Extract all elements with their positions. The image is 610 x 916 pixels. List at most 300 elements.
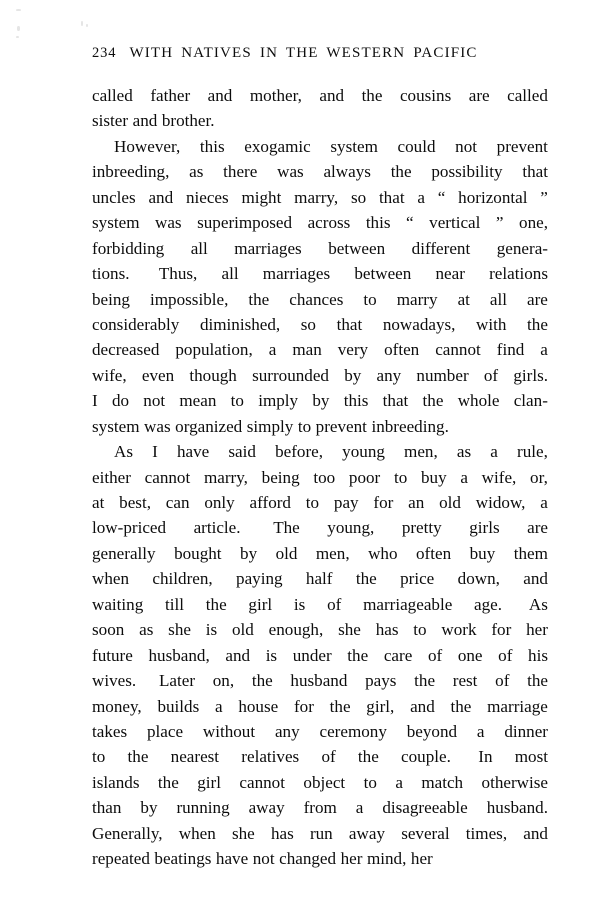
word: this <box>199 136 225 156</box>
word: on, <box>212 671 235 691</box>
word: find <box>496 340 525 360</box>
text-line <box>92 617 548 642</box>
word: whole <box>457 391 500 411</box>
word: possibility <box>431 162 503 182</box>
word: changed <box>279 849 337 869</box>
word: and <box>410 696 435 716</box>
word: pays <box>365 671 397 691</box>
text-line <box>92 515 548 540</box>
word: beyond <box>406 721 458 741</box>
word: men, <box>315 543 350 563</box>
word: do <box>111 391 130 411</box>
word: disagreeable <box>382 798 468 818</box>
word: brother. <box>161 111 215 131</box>
text-line <box>92 770 548 795</box>
word: young, <box>327 518 375 538</box>
word: from <box>303 798 337 818</box>
word: “ <box>406 213 414 233</box>
word: organized <box>175 416 243 436</box>
word: paying <box>236 569 283 589</box>
word: the <box>422 391 444 411</box>
word: her <box>526 620 548 640</box>
word: not <box>455 136 477 156</box>
word: widow, <box>475 493 526 512</box>
word: However, <box>114 136 181 156</box>
word: is <box>205 620 218 640</box>
word: builds <box>157 696 200 716</box>
word: men, <box>404 442 438 462</box>
word: of <box>483 365 499 385</box>
word: so <box>300 314 316 334</box>
word: are <box>527 518 548 538</box>
word: age. <box>474 594 503 614</box>
word: all <box>489 289 508 309</box>
word: or, <box>530 467 548 487</box>
text-line <box>92 821 548 846</box>
word: one, <box>519 213 548 233</box>
word: was <box>277 162 304 182</box>
word: The <box>273 518 300 538</box>
word: the <box>361 86 383 105</box>
word: of <box>321 747 336 767</box>
word: the <box>414 671 436 691</box>
word: nieces <box>185 187 229 207</box>
word: relatives <box>241 747 300 767</box>
word: and <box>523 823 548 843</box>
paragraph <box>92 134 548 439</box>
word: the <box>248 289 270 309</box>
word: takes <box>92 721 128 741</box>
word: for <box>293 696 314 716</box>
word: As <box>114 442 133 462</box>
word: horizontal <box>458 187 528 207</box>
word: often <box>384 340 420 360</box>
word: is <box>265 645 278 665</box>
word: population, <box>175 340 253 360</box>
word: so <box>350 187 367 207</box>
word: when <box>92 569 130 589</box>
word: care <box>383 645 413 665</box>
text-line <box>92 185 548 210</box>
word: cannot <box>144 467 191 487</box>
word: sister <box>92 111 129 131</box>
word: In <box>478 747 493 767</box>
text-line <box>92 719 548 744</box>
word: marry <box>396 289 438 309</box>
word: decreased <box>92 340 160 360</box>
word: the <box>357 747 379 767</box>
text-line <box>92 287 548 312</box>
word: girls. <box>513 365 548 385</box>
word: an <box>408 493 425 512</box>
word: her <box>340 849 363 869</box>
word: clan- <box>513 391 548 411</box>
word: the <box>127 747 149 767</box>
word: near <box>435 264 465 284</box>
word: “ <box>437 187 446 207</box>
word: is <box>293 594 306 614</box>
word: across <box>307 213 351 233</box>
word: diminished, <box>199 314 281 334</box>
word: even <box>141 365 175 385</box>
text-line <box>92 668 548 693</box>
word: repeated <box>92 849 150 869</box>
word: husband. <box>486 798 548 818</box>
text-line <box>92 159 548 184</box>
word: imply <box>258 391 299 411</box>
word: relations <box>489 264 548 284</box>
word: to <box>230 391 244 411</box>
word: buy <box>469 543 496 563</box>
word: that <box>378 187 405 207</box>
word: the <box>450 696 472 716</box>
word: I <box>152 442 158 462</box>
word: I <box>92 391 98 411</box>
word: as <box>139 620 154 640</box>
word: the <box>251 671 273 691</box>
word: the <box>347 645 369 665</box>
word: a <box>395 772 403 792</box>
word: most <box>514 747 548 767</box>
word: called <box>92 86 133 105</box>
word: girls <box>469 518 500 538</box>
text-line <box>92 795 548 820</box>
text-line <box>92 465 548 490</box>
word: chances <box>289 289 344 309</box>
word: As <box>528 594 548 614</box>
word: to <box>92 747 106 767</box>
word: that <box>336 314 363 334</box>
word: marry, <box>294 187 339 207</box>
running-head-title: WITH NATIVES IN THE WESTERN PACIFIC <box>129 45 478 61</box>
word: man <box>292 340 322 360</box>
word: future <box>92 645 133 665</box>
word: half <box>305 569 333 589</box>
word: only <box>204 493 235 512</box>
word: being <box>261 467 300 487</box>
word: house <box>238 696 279 716</box>
word: work <box>441 620 477 640</box>
word: nearest <box>170 747 220 767</box>
word: a <box>417 187 425 207</box>
word: to <box>297 416 312 436</box>
word: cannot <box>239 772 285 792</box>
word: old <box>439 493 461 512</box>
word: forbidding <box>92 238 165 258</box>
word: marriageable <box>363 594 453 614</box>
word: has <box>375 620 399 640</box>
word: the <box>329 696 351 716</box>
word: said <box>228 442 256 462</box>
word: girl, <box>366 696 395 716</box>
word: the <box>527 314 548 334</box>
word: by <box>140 798 158 818</box>
text-line <box>92 643 548 668</box>
word: at <box>457 289 470 309</box>
word: children, <box>152 569 213 589</box>
word: otherwise <box>481 772 548 792</box>
word: have <box>215 849 249 869</box>
scan-speck <box>16 36 19 38</box>
word: have <box>176 442 210 462</box>
word: are <box>527 289 548 309</box>
word: for <box>491 620 512 640</box>
text-line <box>92 541 548 566</box>
word: prevent <box>315 416 367 436</box>
word: girl <box>197 772 221 792</box>
text-line <box>92 83 548 108</box>
word: was <box>144 416 171 436</box>
word: with <box>476 314 507 334</box>
word: as <box>189 162 204 182</box>
text-line <box>92 439 548 464</box>
word: prevent <box>496 136 548 156</box>
paragraph <box>92 83 548 134</box>
word: there <box>223 162 258 182</box>
word: system <box>92 213 140 233</box>
word: beatings <box>154 849 212 869</box>
word: being <box>92 289 130 309</box>
word: his <box>528 645 548 665</box>
word: a <box>214 696 223 716</box>
word: as <box>456 442 472 462</box>
word: dinner <box>504 721 548 741</box>
word: by <box>312 391 330 411</box>
word: system <box>92 416 140 436</box>
word: under <box>292 645 332 665</box>
word: rule, <box>517 442 548 462</box>
word: a <box>540 340 548 360</box>
word: a <box>268 340 277 360</box>
word: the <box>390 162 412 182</box>
word: place <box>146 721 184 741</box>
word: run <box>309 823 333 843</box>
word: might <box>241 187 282 207</box>
word: and <box>523 569 548 589</box>
word: a <box>490 442 498 462</box>
word: at <box>92 493 105 512</box>
word: that <box>382 391 409 411</box>
word: to <box>305 493 320 512</box>
word: islands <box>92 772 140 792</box>
word: young <box>342 442 385 462</box>
word: genera- <box>496 238 548 258</box>
text-line <box>92 134 548 159</box>
word: tions. <box>92 264 130 284</box>
word: cannot <box>435 340 481 360</box>
word: superimposed <box>197 213 293 233</box>
word: impossible, <box>150 289 229 309</box>
word: marriages <box>262 264 331 284</box>
text-line <box>92 363 548 388</box>
word: low-priced <box>92 518 167 538</box>
word: called <box>507 86 548 105</box>
text-line <box>92 744 548 769</box>
word: away <box>248 798 285 818</box>
word: ” <box>540 187 548 207</box>
word: match <box>421 772 464 792</box>
word: nowadays, <box>382 314 456 334</box>
word: price <box>400 569 435 589</box>
word: old <box>275 543 298 563</box>
word: to <box>363 772 377 792</box>
text-line <box>92 236 548 261</box>
word: cousins <box>399 86 452 105</box>
word: between <box>328 238 386 258</box>
word: old <box>232 620 254 640</box>
word: that <box>522 162 548 182</box>
word: and <box>225 645 251 665</box>
word: Later <box>158 671 196 691</box>
word: pretty <box>401 518 442 538</box>
word: the <box>355 569 377 589</box>
word: considerably <box>92 314 180 334</box>
word: wife, <box>481 467 517 487</box>
word: not <box>252 849 275 869</box>
word: though <box>189 365 237 385</box>
word: couple. <box>401 747 451 767</box>
scan-speck <box>81 21 83 26</box>
word: uncles <box>92 187 136 207</box>
text-line <box>92 108 548 133</box>
text-line <box>92 694 548 719</box>
word: inbreeding. <box>371 416 449 436</box>
word: and <box>148 187 174 207</box>
word: by <box>344 365 362 385</box>
text-line <box>92 210 548 235</box>
word: husband, <box>148 645 210 665</box>
word: of <box>327 594 342 614</box>
word: she <box>231 823 255 843</box>
word: mean <box>179 391 217 411</box>
text-line <box>92 388 548 413</box>
word: often <box>416 543 452 563</box>
word: number <box>416 365 469 385</box>
word: husband <box>290 671 348 691</box>
word: inbreeding, <box>92 162 170 182</box>
word: money, <box>92 696 142 716</box>
word: generally <box>92 543 156 563</box>
scan-speck <box>16 9 21 11</box>
word: ” <box>495 213 504 233</box>
word: marry, <box>203 467 248 487</box>
word: between <box>354 264 412 284</box>
word: away <box>348 823 385 843</box>
word: one <box>457 645 483 665</box>
word: till <box>165 594 185 614</box>
word: bought <box>174 543 222 563</box>
word: all <box>190 238 208 258</box>
word: girl <box>248 594 273 614</box>
word: marriages <box>234 238 302 258</box>
text-line <box>92 312 548 337</box>
word: surrounded <box>252 365 329 385</box>
word: she <box>168 620 191 640</box>
word: pay <box>333 493 359 512</box>
word: either <box>92 467 131 487</box>
text-line <box>92 490 548 515</box>
word: could <box>397 136 436 156</box>
body-text <box>92 83 548 872</box>
word: are <box>468 86 490 105</box>
word: has <box>270 823 294 843</box>
word: not <box>143 391 166 411</box>
scan-speck <box>17 26 20 31</box>
word: Generally, <box>92 823 163 843</box>
word: was <box>155 213 182 233</box>
word: all <box>221 264 239 284</box>
word: and <box>207 86 233 105</box>
word: vertical <box>429 213 481 233</box>
word: running <box>176 798 230 818</box>
word: system <box>330 136 378 156</box>
word: before, <box>275 442 324 462</box>
word: a <box>460 467 468 487</box>
word: for <box>373 493 394 512</box>
word: very <box>337 340 369 360</box>
word: mind, <box>366 849 407 869</box>
text-line <box>92 337 548 362</box>
word: this <box>365 213 391 233</box>
word: to <box>393 467 408 487</box>
word: can <box>165 493 190 512</box>
word: poor <box>348 467 381 487</box>
word: ceremony <box>319 721 387 741</box>
word: simply <box>246 416 294 436</box>
word: a <box>540 493 548 512</box>
text-line <box>92 261 548 286</box>
word: buy <box>420 467 447 487</box>
word: to <box>413 620 427 640</box>
word: of <box>495 671 510 691</box>
word: and <box>132 111 158 131</box>
word: Thus, <box>158 264 198 284</box>
word: them <box>513 543 548 563</box>
word: father <box>150 86 191 105</box>
word: and <box>319 86 345 105</box>
word: when <box>178 823 216 843</box>
page-number: 234 <box>92 45 117 61</box>
word: she <box>338 620 361 640</box>
word: a <box>355 798 364 818</box>
word: by <box>240 543 258 563</box>
text-line <box>92 566 548 591</box>
word: any <box>376 365 402 385</box>
running-head <box>92 44 548 70</box>
word: than <box>92 798 122 818</box>
word: exogamic <box>244 136 311 156</box>
scan-speck <box>86 24 88 27</box>
word: who <box>368 543 398 563</box>
word: times, <box>465 823 508 843</box>
word: her <box>410 849 433 869</box>
word: any <box>274 721 300 741</box>
word: the <box>205 594 227 614</box>
word: rest <box>452 671 478 691</box>
word: several <box>401 823 450 843</box>
word: a <box>476 721 485 741</box>
word: wife, <box>92 365 127 385</box>
word: too <box>313 467 336 487</box>
word: soon <box>92 620 125 640</box>
word: object <box>303 772 346 792</box>
word: without <box>202 721 256 741</box>
word: this <box>343 391 369 411</box>
word: wives. <box>92 671 137 691</box>
text-line <box>92 414 548 439</box>
word: down, <box>457 569 500 589</box>
text-line <box>92 592 548 617</box>
